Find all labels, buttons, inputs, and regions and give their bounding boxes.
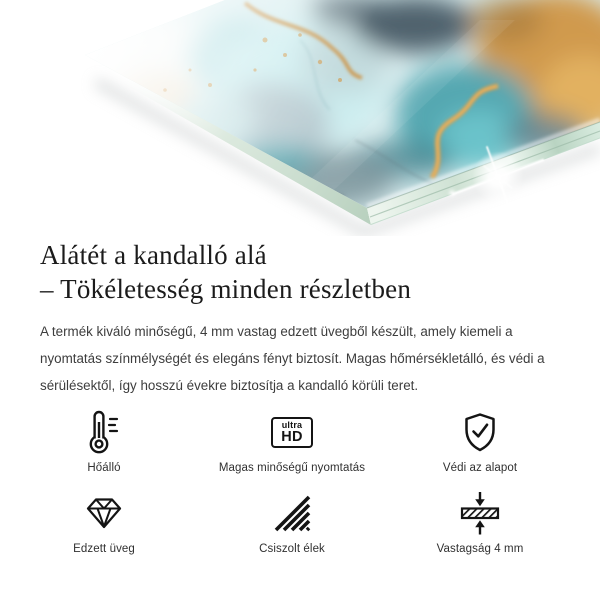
feature-label: Vastagság 4 mm	[436, 543, 524, 555]
page-title	[40, 238, 560, 306]
feature-tempered-glass	[10, 490, 198, 555]
feature-label: Csiszolt élek	[259, 543, 325, 555]
product-description-text: A termék kiváló minőségű, 4 mm vastag edzett üvegből készült, amely kiemeli a nyomtatás színmélységét és elegáns fényt biztosít. Magas hőmérsékletálló, és védi a sérülésektől, így hosszú évekre biztosítja a kandalló körüli teret.	[40, 324, 545, 393]
polished-edges-icon	[272, 493, 312, 533]
feature-thickness	[386, 490, 574, 555]
feature-protects-base	[386, 409, 574, 474]
shield-check-icon	[460, 410, 500, 454]
feature-grid	[10, 409, 600, 555]
thickness-icon	[458, 491, 502, 535]
feature-heat-resistant	[10, 409, 198, 474]
glass-panel-photo	[0, 0, 600, 236]
title-line-2: – Tökéletesség minden részletben	[40, 274, 412, 304]
feature-label: Hőálló	[87, 462, 121, 474]
feature-label: Magas minőségű nyomtatás	[218, 462, 366, 474]
thermometer-icon	[82, 409, 126, 455]
feature-label: Edzett üveg	[73, 543, 135, 555]
diamond-icon	[84, 495, 124, 531]
title-line-1: Alátét a kandalló alá	[40, 240, 267, 270]
product-description-section	[0, 238, 600, 399]
ultra-hd-icon: ultra HD	[271, 417, 313, 448]
feature-polished-edges	[198, 490, 386, 555]
feature-label: Védi az alapot	[442, 462, 518, 474]
feature-hd-print	[198, 409, 386, 474]
product-image	[0, 0, 600, 236]
